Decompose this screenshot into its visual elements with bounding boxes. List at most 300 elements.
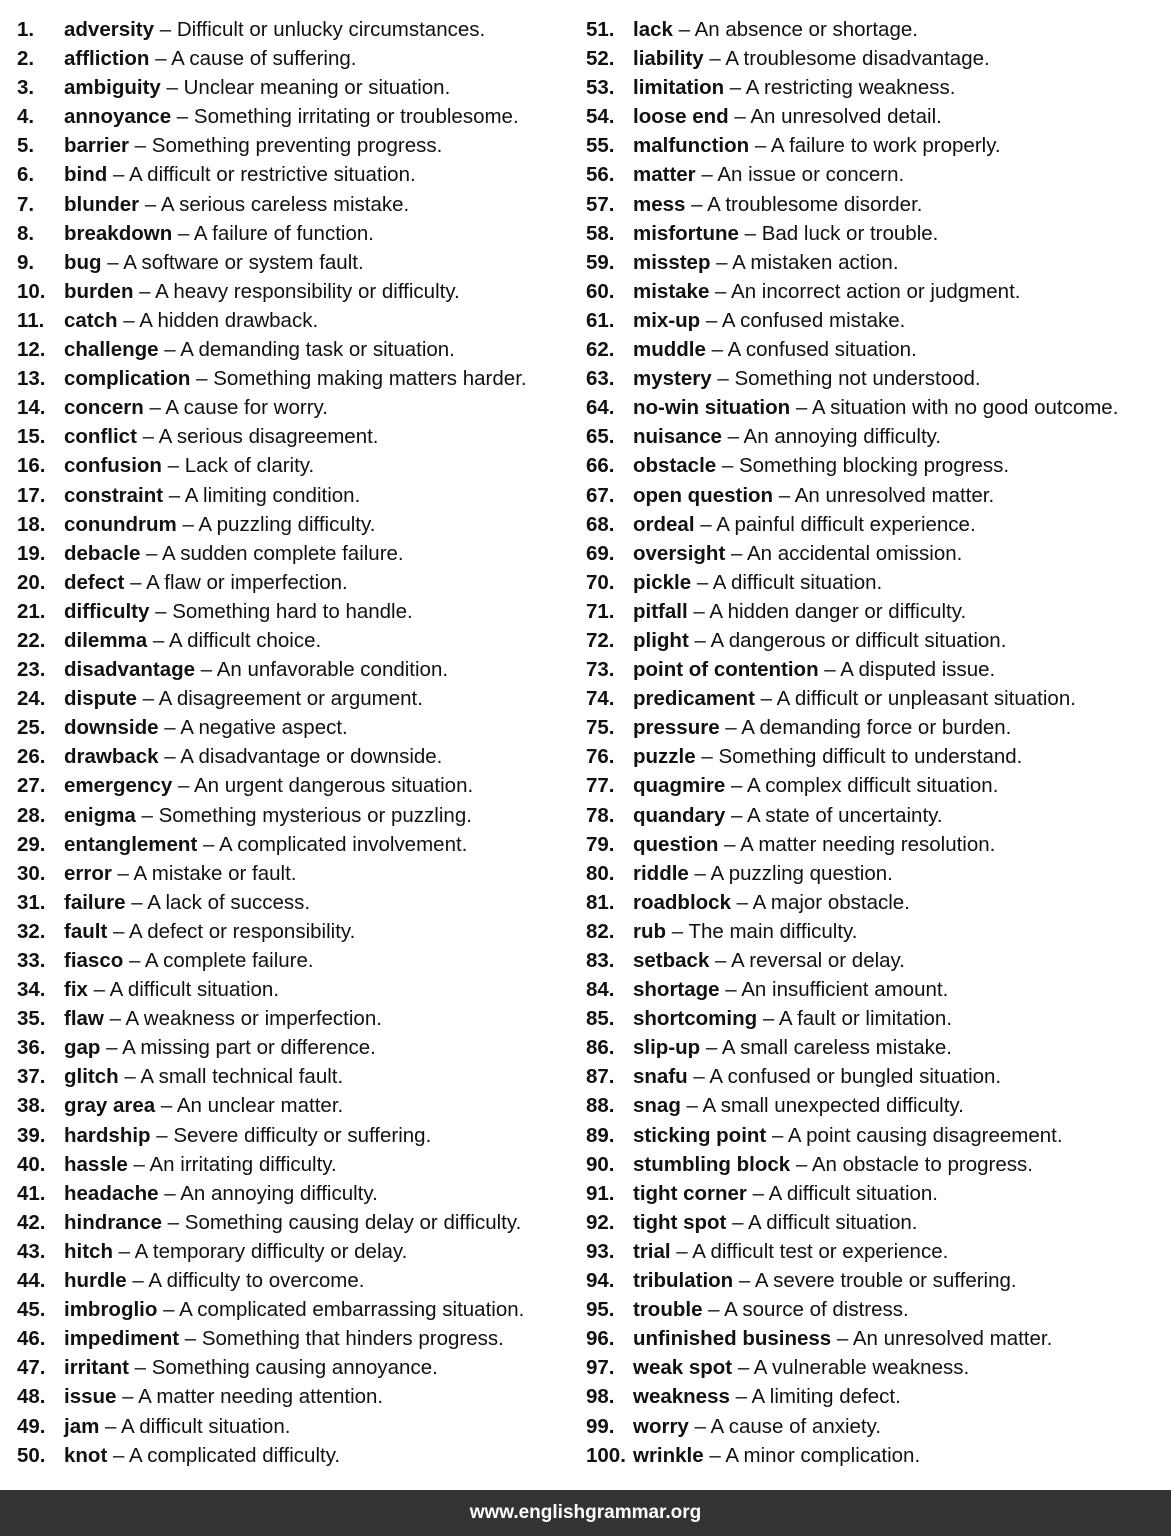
item-separator: – [702, 1298, 725, 1322]
item-term: dispute [64, 687, 137, 711]
item-definition: A difficult or restrictive situation. [128, 163, 416, 187]
item-number: 50. [17, 1443, 46, 1467]
list-item [17, 888, 577, 917]
item-text [633, 626, 1006, 655]
item-term: point of contention [633, 658, 819, 682]
item-definition: A difficult test or experience. [692, 1239, 949, 1263]
item-separator: – [703, 47, 726, 71]
item-text [64, 422, 379, 451]
item-definition: A disagreement or argument. [158, 687, 423, 711]
item-number: 51. [586, 18, 615, 41]
item-number: 99. [586, 1414, 615, 1438]
item-separator: – [149, 47, 172, 71]
list-item [17, 597, 577, 626]
item-definition: An obstacle to progress. [811, 1152, 1033, 1176]
item-term: open question [633, 483, 774, 507]
item-text [633, 684, 1076, 713]
item-separator: – [718, 832, 741, 856]
item-text [64, 248, 364, 277]
item-term: riddle [633, 861, 689, 885]
item-term: slip-up [633, 1036, 701, 1060]
item-term: hindrance [64, 1210, 162, 1234]
item-text [64, 219, 374, 248]
item-separator: – [670, 1239, 693, 1263]
list-item [586, 1004, 1166, 1033]
item-text [633, 335, 917, 364]
item-text [64, 771, 473, 800]
item-number: 76. [586, 745, 615, 769]
item-separator: – [691, 570, 713, 594]
item-definition: A source of distress. [724, 1298, 909, 1322]
item-separator: – [190, 367, 214, 391]
item-definition: A matter needing attention. [138, 1385, 384, 1409]
item-term: flaw [64, 1007, 104, 1031]
item-definition: A flaw or imperfection. [146, 570, 348, 594]
item-number: 18. [17, 512, 46, 536]
item-text [633, 1441, 920, 1470]
item-text [64, 1353, 438, 1382]
list-item [586, 1266, 1166, 1295]
item-separator: – [687, 1065, 710, 1089]
list-item [17, 1208, 577, 1237]
item-number: 23. [17, 658, 46, 682]
item-text [633, 597, 966, 626]
item-separator: – [123, 949, 145, 972]
item-separator: – [161, 454, 185, 478]
item-term: fault [64, 919, 108, 943]
list-item [586, 859, 1166, 888]
item-number: 69. [586, 541, 615, 565]
item-text [64, 306, 318, 335]
item-separator: – [157, 1298, 180, 1322]
list-item [17, 102, 577, 131]
item-number: 24. [17, 687, 46, 711]
item-number: 67. [586, 483, 615, 507]
item-separator: – [831, 1327, 853, 1351]
list-item [586, 44, 1166, 73]
item-term: gap [64, 1036, 101, 1060]
list-item [586, 946, 1166, 975]
item-separator: – [126, 1269, 149, 1293]
website-url[interactable]: www.englishgrammar.org [469, 1502, 702, 1523]
item-text [64, 597, 413, 626]
item-definition: Something hard to handle. [172, 599, 413, 623]
item-separator: – [135, 803, 159, 827]
list-item [586, 888, 1166, 917]
item-text [64, 626, 321, 655]
item-text [633, 1324, 1052, 1353]
item-text [64, 1412, 290, 1441]
item-definition: A difficult situation. [109, 978, 280, 1002]
item-separator: – [161, 1210, 185, 1234]
list-item [586, 1091, 1166, 1120]
item-number: 1. [17, 18, 35, 41]
item-number: 92. [586, 1210, 615, 1234]
item-separator: – [719, 716, 742, 740]
item-separator: – [136, 425, 159, 449]
word-list [0, 15, 1171, 1480]
item-definition: A small careless mistake. [721, 1036, 952, 1060]
item-text [633, 1237, 948, 1266]
item-number: 42. [17, 1210, 46, 1234]
item-separator: – [790, 396, 812, 420]
list-item [586, 1179, 1166, 1208]
item-text [64, 1266, 364, 1295]
item-number: 11. [17, 308, 45, 332]
item-text [64, 102, 519, 131]
item-text [64, 73, 450, 102]
item-text [64, 335, 455, 364]
item-separator: – [111, 861, 134, 885]
item-term: misfortune [633, 221, 739, 245]
list-item [17, 684, 577, 713]
item-term: nuisance [633, 425, 722, 449]
item-separator: – [733, 1269, 755, 1293]
item-definition: A temporary difficulty or delay. [134, 1239, 408, 1263]
item-text [633, 15, 918, 44]
item-definition: Something not understood. [734, 367, 981, 391]
item-term: constraint [64, 483, 164, 507]
item-separator: – [709, 949, 732, 972]
item-number: 45. [17, 1298, 46, 1322]
item-term: defect [64, 570, 125, 594]
item-number: 33. [17, 949, 46, 972]
list-item [17, 713, 577, 742]
item-term: muddle [633, 338, 706, 362]
item-term: jam [64, 1414, 100, 1438]
item-number: 55. [586, 134, 615, 158]
item-number: 52. [586, 47, 615, 71]
item-text [633, 1004, 952, 1033]
item-number: 38. [17, 1094, 46, 1118]
item-text [633, 1091, 964, 1120]
item-definition: A difficult or unpleasant situation. [776, 687, 1076, 711]
item-term: difficulty [64, 599, 150, 623]
list-item [586, 655, 1166, 684]
item-number: 87. [586, 1065, 615, 1089]
item-number: 32. [17, 919, 46, 943]
list-item [586, 801, 1166, 830]
item-number: 79. [586, 832, 615, 856]
item-number: 63. [586, 367, 615, 391]
item-term: enigma [64, 803, 136, 827]
item-number: 40. [17, 1152, 46, 1176]
item-term: annoyance [64, 105, 172, 129]
item-term: plight [633, 628, 689, 652]
list-item [17, 219, 577, 248]
item-term: hurdle [64, 1269, 127, 1293]
item-separator: – [790, 1152, 812, 1176]
item-number: 56. [586, 163, 615, 187]
item-definition: A puzzling difficulty. [198, 512, 376, 536]
item-term: bug [64, 250, 102, 274]
item-number: 64. [586, 396, 615, 420]
item-number: 93. [586, 1239, 615, 1263]
list-item [17, 1412, 577, 1441]
item-text [64, 1324, 504, 1353]
item-term: conflict [64, 425, 137, 449]
item-separator: – [172, 221, 194, 245]
list-item [17, 364, 577, 393]
item-separator: – [757, 1007, 779, 1031]
item-text [64, 830, 467, 859]
item-definition: A complex difficult situation. [746, 774, 999, 798]
item-definition: A vulnerable weakness. [753, 1356, 970, 1380]
item-separator: – [716, 454, 739, 478]
item-term: weakness [633, 1385, 730, 1409]
item-separator: – [728, 105, 751, 129]
item-text [633, 1382, 901, 1411]
item-definition: An insufficient amount. [741, 978, 949, 1002]
item-definition: Lack of clarity. [184, 454, 315, 478]
item-definition: An absence or shortage. [694, 18, 918, 41]
item-text [64, 1033, 376, 1062]
item-separator: – [725, 803, 747, 827]
item-definition: A negative aspect. [180, 716, 348, 740]
list-item [586, 1324, 1166, 1353]
item-number: 13. [17, 367, 46, 391]
item-number: 83. [586, 949, 615, 972]
item-term: knot [64, 1443, 108, 1467]
item-term: snag [633, 1094, 681, 1118]
item-term: sticking point [633, 1123, 767, 1147]
item-definition: A limiting condition. [184, 483, 361, 507]
item-separator: – [688, 628, 711, 652]
item-term: obstacle [633, 454, 717, 478]
item-separator: – [150, 1123, 174, 1147]
list-item [586, 1353, 1166, 1382]
item-text [633, 131, 1001, 160]
item-term: gray area [64, 1094, 156, 1118]
item-number: 3. [17, 76, 35, 100]
item-number: 73. [586, 658, 615, 682]
item-text [633, 481, 994, 510]
list-item [586, 160, 1166, 189]
item-number: 84. [586, 978, 615, 1002]
item-separator: – [112, 1239, 135, 1263]
item-number: 29. [17, 832, 46, 856]
list-item [17, 1266, 577, 1295]
list-item [586, 1382, 1166, 1411]
item-definition: An annoying difficulty. [180, 1181, 378, 1205]
item-number: 85. [586, 1007, 615, 1031]
item-text [64, 684, 423, 713]
item-number: 28. [17, 803, 46, 827]
item-separator: – [726, 1210, 749, 1234]
item-number: 6. [17, 163, 35, 187]
item-definition: A difficult situation. [748, 1210, 918, 1234]
item-definition: A serious careless mistake. [160, 192, 410, 216]
list-item [17, 1179, 577, 1208]
item-separator: – [154, 18, 177, 41]
item-number: 95. [586, 1298, 615, 1322]
item-text [633, 830, 995, 859]
item-number: 5. [17, 134, 35, 158]
item-text [633, 655, 995, 684]
item-text [64, 190, 409, 219]
item-definition: A cause of suffering. [171, 47, 357, 71]
item-number: 22. [17, 628, 46, 652]
item-definition: A confused mistake. [721, 308, 906, 332]
item-text [633, 1266, 1017, 1295]
list-item [17, 568, 577, 597]
item-definition: A demanding force or burden. [741, 716, 1012, 740]
item-number: 35. [17, 1007, 46, 1031]
item-number: 70. [586, 570, 615, 594]
item-definition: A software or system fault. [123, 250, 364, 274]
item-term: worry [633, 1414, 689, 1438]
item-separator: – [139, 192, 161, 216]
list-item [17, 626, 577, 655]
item-separator: – [688, 1414, 711, 1438]
list-item [586, 1412, 1166, 1441]
item-term: weak spot [633, 1356, 733, 1380]
item-separator: – [729, 1385, 752, 1409]
item-separator: – [719, 978, 742, 1002]
item-separator: – [700, 308, 722, 332]
list-item [586, 451, 1166, 480]
item-definition: Something difficult to understand. [718, 745, 1023, 769]
list-item [17, 1091, 577, 1120]
item-number: 72. [586, 628, 615, 652]
item-separator: – [197, 832, 219, 856]
item-separator: – [163, 483, 185, 507]
item-number: 17. [17, 483, 46, 507]
list-item [586, 626, 1166, 655]
item-term: impediment [64, 1327, 180, 1351]
list-item [17, 73, 577, 102]
item-number: 54. [586, 105, 615, 129]
list-item [17, 451, 577, 480]
item-separator: – [160, 76, 184, 100]
item-separator: – [149, 599, 173, 623]
item-separator: – [118, 1065, 141, 1089]
list-item [17, 1150, 577, 1179]
item-number: 80. [586, 861, 615, 885]
item-definition: An urgent dangerous situation. [193, 774, 474, 798]
list-item [586, 1208, 1166, 1237]
item-separator: – [176, 512, 199, 536]
item-term: barrier [64, 134, 129, 158]
list-item [17, 131, 577, 160]
list-item [586, 1441, 1166, 1470]
item-term: imbroglio [64, 1298, 158, 1322]
item-number: 2. [17, 47, 35, 71]
item-definition: A fault or limitation. [778, 1007, 953, 1031]
item-text [64, 888, 310, 917]
item-separator: – [133, 279, 156, 303]
item-term: adversity [64, 18, 155, 41]
item-number: 12. [17, 338, 46, 362]
item-number: 71. [586, 599, 615, 623]
item-number: 89. [586, 1123, 615, 1147]
item-term: failure [64, 890, 126, 914]
item-text [64, 742, 442, 771]
item-definition: A state of uncertainty. [746, 803, 943, 827]
item-definition: A point causing disagreement. [787, 1123, 1063, 1147]
item-definition: Difficult or unlucky circumstances. [176, 18, 486, 41]
item-number: 77. [586, 774, 615, 798]
item-separator: – [695, 163, 718, 187]
list-item [17, 1033, 577, 1062]
item-text [64, 1150, 337, 1179]
list-item [17, 277, 577, 306]
item-text [64, 1179, 378, 1208]
item-definition: A lack of success. [147, 890, 311, 914]
item-term: issue [64, 1385, 117, 1409]
item-number: 57. [586, 192, 615, 216]
item-text [633, 917, 857, 946]
item-separator: – [143, 396, 166, 420]
item-definition: A matter needing resolution. [740, 832, 996, 856]
item-definition: Something making matters harder. [213, 367, 527, 391]
item-term: mistake [633, 279, 710, 303]
list-item [17, 335, 577, 364]
list-item [586, 335, 1166, 364]
item-definition: A difficult situation. [121, 1414, 291, 1438]
item-separator: – [732, 1356, 754, 1380]
item-term: puzzle [633, 745, 696, 769]
item-definition: A small unexpected difficulty. [702, 1094, 964, 1118]
item-number: 30. [17, 861, 46, 885]
list-item [17, 742, 577, 771]
item-separator: – [721, 425, 744, 449]
item-text [64, 15, 485, 44]
item-definition: A weakness or imperfection. [125, 1007, 382, 1031]
item-text [64, 393, 328, 422]
word-list-column-left [17, 15, 577, 1470]
item-text [633, 364, 981, 393]
item-definition: A difficult situation. [712, 570, 883, 594]
item-definition: A defect or responsibility. [128, 919, 356, 943]
item-term: quagmire [633, 774, 726, 798]
list-item [586, 742, 1166, 771]
item-number: 86. [586, 1036, 615, 1060]
item-term: pressure [633, 716, 720, 740]
item-definition: A failure of function. [193, 221, 374, 245]
item-term: emergency [64, 774, 173, 798]
item-term: pickle [633, 570, 692, 594]
item-definition: Something causing annoyance. [151, 1356, 438, 1380]
list-item [17, 393, 577, 422]
item-number: 15. [17, 425, 46, 449]
item-term: glitch [64, 1065, 119, 1089]
item-text [64, 1295, 524, 1324]
list-item [586, 393, 1166, 422]
item-separator: – [107, 1443, 129, 1467]
item-number: 60. [586, 279, 615, 303]
item-text [633, 102, 942, 131]
list-item [17, 771, 577, 800]
item-separator: – [155, 1094, 177, 1118]
list-item [586, 190, 1166, 219]
item-separator: – [103, 1007, 126, 1031]
item-text [633, 160, 904, 189]
item-number: 46. [17, 1327, 46, 1351]
item-text [64, 1237, 407, 1266]
item-number: 44. [17, 1269, 46, 1293]
item-text [64, 1208, 521, 1237]
item-term: snafu [633, 1065, 688, 1089]
item-term: hassle [64, 1152, 128, 1176]
list-item [586, 539, 1166, 568]
item-text [64, 481, 360, 510]
list-item [17, 190, 577, 219]
item-definition: A complicated difficulty. [128, 1443, 341, 1467]
item-term: shortage [633, 978, 720, 1002]
item-term: entanglement [64, 832, 198, 856]
list-item [17, 248, 577, 277]
